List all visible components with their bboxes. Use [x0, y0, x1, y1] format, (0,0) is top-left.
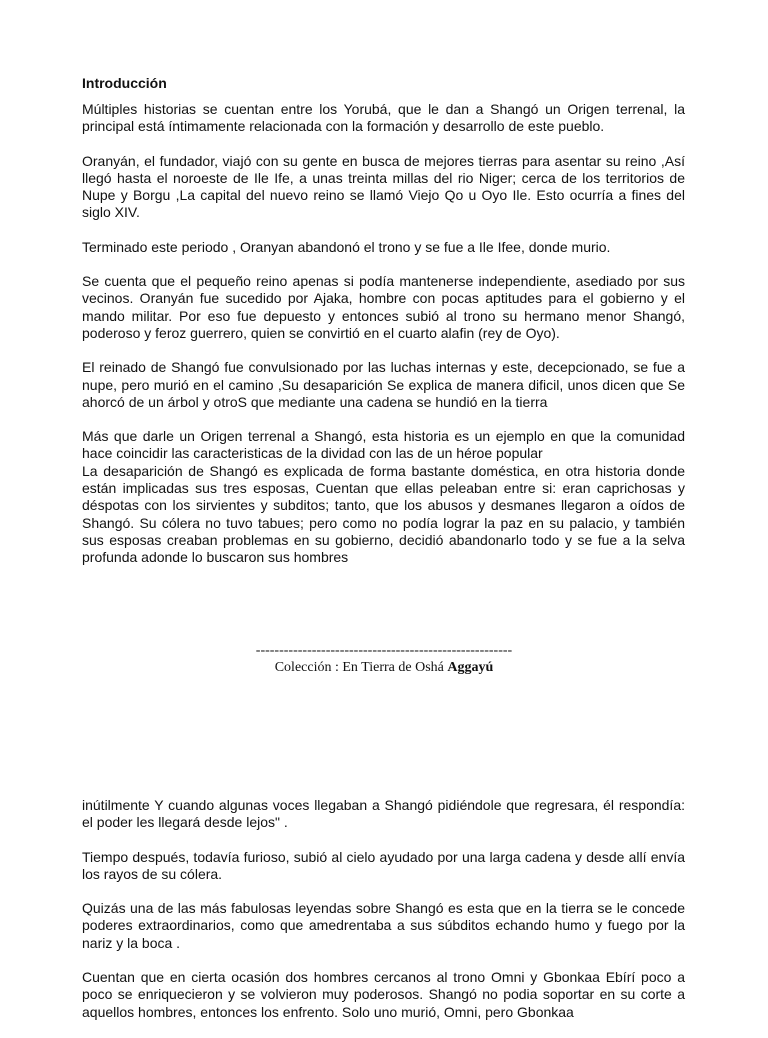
paragraph: La desaparición de Shangó es explicada de forma bastante doméstica, en otra historia donde están implicadas sus tres esposas, Cuentan que ellas peleaban entre si: eran caprichosas y déspotas con los sirvientes y subditos; tanto, que los abusos y desmanes llegaron a oídos de Shangó. Su cólera no tuvo tabues; pero como no podía lograr la paz en su palacio, y también sus esposas creaban problemas en su gobierno, decidió abandonarlo todo y se fue a la selva profunda adonde lo buscaron sus hombres: [82, 462, 685, 566]
footer-divider: -------------------------------------------------------: [255, 643, 513, 658]
paragraph: Tiempo después, todavía furioso, subió al cielo ayudado por una larga cadena y desde allí envía los rayos de su cólera.: [82, 848, 685, 882]
paragraph: Quizás una de las más fabulosas leyendas sobre Shangó es esta que en la tierra se le concede poderes extraordinarios, como que amedrentaba a sus súbditos echando humo y fuego por la nariz y la boca .: [82, 900, 685, 951]
paragraph: Más que darle un Origen terrenal a Shangó, esta historia es un ejemplo en que la comunidad hace coincidir las caracteristicas de la dividad con las de un héroe popular: [82, 428, 685, 462]
footer-collection: [0, 659, 768, 677]
page-bottom-section: [82, 797, 685, 1038]
paragraph: El reinado de Shangó fue convulsionado por las luchas internas y este, decepcionado, se fue a nupe, pero murió en el camino ,Su desaparición Se explica de manera dificil, unos dicen que Se ahorcó de un árbol y otroS que mediante una cadena se hundió en la tierra: [82, 359, 685, 410]
collection-name: Aggayú: [447, 660, 494, 675]
page-top-section: [82, 75, 685, 567]
paragraph: Terminado este periodo , Oranyan abandonó el trono y se fue a Ile Ifee, donde murio.: [82, 238, 611, 255]
paragraph: Se cuenta que el pequeño reino apenas si podía mantenerse independiente, asediado por sus vecinos. Oranyán fue sucedido por Ajaka, hombre con pocas aptitudes para el gobierno y el mando militar. Por eso fue depuesto y entonces subió al trono su hermano menor Shangó, poderoso y feroz guerrero, quien se convirtió en el cuarto alafin (rey de Oyo).: [82, 273, 685, 341]
page-footer: [0, 643, 768, 677]
document-title: Introducción: [82, 75, 167, 91]
paragraph: Cuentan que en cierta ocasión dos hombres cercanos al trono Omni y Gbonkaa Ebírí poco a poco se enriquecieron y se volvieron muy poderosos. Shangó no podia soportar en su corte a aquellos hombres, entonces los enfrento. Solo uno murió, Omni, pero Gbonkaa: [82, 969, 685, 1020]
paragraph: Múltiples historias se cuentan entre los Yorubá, que le dan a Shangó un Origen terrenal, la principal está íntimamente relacionada con la formación y desarrollo de este pueblo.: [82, 101, 685, 135]
collection-label: Colección : En Tierra de Oshá: [274, 660, 444, 675]
paragraph: Oranyán, el fundador, viajó con su gente en busca de mejores tierras para asentar su reino ,Así llegó hasta el noroeste de Ile Ife, a unas treinta millas del rio Niger; cerca de los territorios de Nupe y Borgu ,La capital del nuevo reino se llamó Viejo Qo u Oyo Ile. Esto ocurría a fines del siglo XIV.: [82, 152, 685, 221]
paragraph: inútilmente Y cuando algunas voces llegaban a Shangó pidiéndole que regresara, él respondía: el poder les llegará desde lejos" .: [82, 797, 685, 831]
